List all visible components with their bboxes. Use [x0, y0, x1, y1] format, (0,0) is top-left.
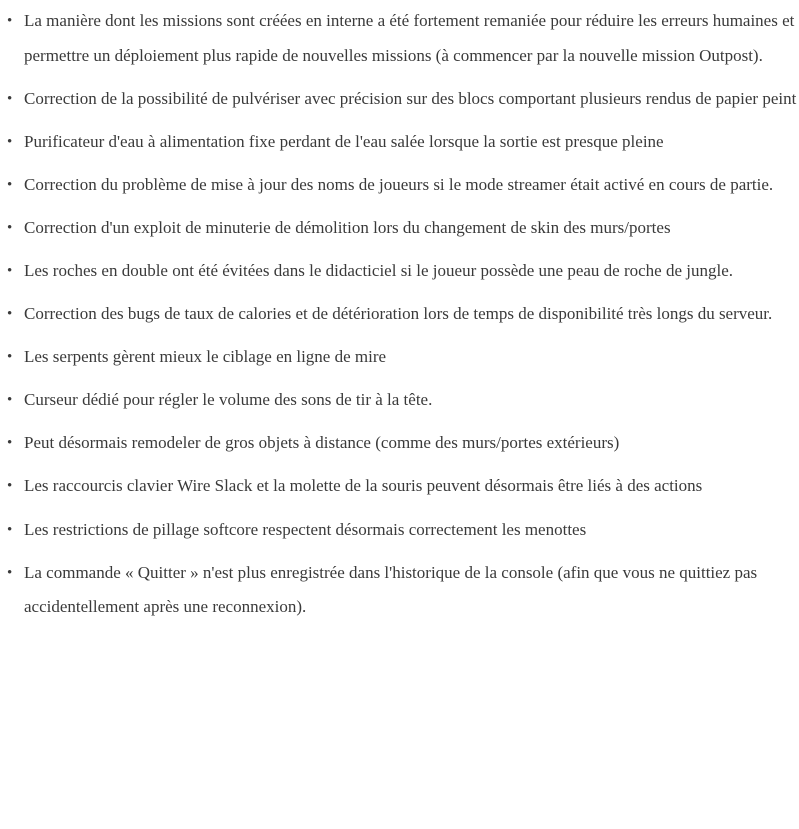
list-item-text: Correction du problème de mise à jour des noms de joueurs si le mode streamer était activé en cours de partie.: [24, 174, 774, 194]
bullet-icon: •: [7, 392, 13, 409]
list-item-text: Les serpents gèrent mieux le ciblage en ligne de mire: [24, 347, 387, 367]
list-item: [0, 513, 799, 548]
list-item: [0, 82, 799, 117]
list-item-text: Peut désormais remodeler de gros objets à distance (comme des murs/portes extérieurs): [24, 433, 620, 453]
list-item-text: La manière dont les missions sont créées en interne a été fortement remaniée pour réduire les erreurs humaines et permettre un déploiement plus rapide de nouvelles missions (à commencer par la nouvelle mission Outpost).: [24, 11, 795, 65]
list-item-text: Correction des bugs de taux de calories et de détérioration lors de temps de disponibilité très longs du serveur.: [24, 304, 773, 324]
list-item: [0, 556, 799, 625]
bullet-icon: •: [7, 349, 13, 366]
list-item-text: Les raccourcis clavier Wire Slack et la molette de la souris peuvent désormais être liés à des actions: [24, 476, 703, 496]
bullet-icon: •: [7, 435, 13, 452]
list-item-text: La commande « Quitter » n'est plus enregistrée dans l'historique de la console (afin que vous ne quittiez pas accidentellement après une reconnexion).: [24, 562, 758, 617]
list-item: [0, 211, 799, 246]
list-item: [0, 297, 799, 332]
list-item: [0, 254, 799, 289]
bullet-icon: •: [7, 262, 13, 279]
list-item-text: Les restrictions de pillage softcore respectent désormais correctement les menottes: [24, 519, 587, 539]
list-item: [0, 168, 799, 203]
list-item: [0, 469, 799, 504]
list-item: [0, 125, 799, 160]
bullet-icon: •: [7, 478, 13, 495]
list-item: [0, 426, 799, 461]
list-item-text: Correction de la possibilité de pulvériser avec précision sur des blocs comportant plusieurs rendus de papier peint: [24, 88, 797, 108]
changelog-list: [0, 4, 799, 625]
bullet-icon: •: [7, 219, 13, 236]
list-item: [0, 383, 799, 418]
list-item: [0, 4, 799, 73]
list-item: [0, 340, 799, 375]
bullet-icon: •: [7, 521, 13, 538]
list-item-text: Correction d'un exploit de minuterie de démolition lors du changement de skin des murs/portes: [24, 217, 671, 237]
bullet-icon: •: [7, 90, 13, 107]
bullet-icon: •: [7, 13, 13, 29]
list-item-text: Curseur dédié pour régler le volume des sons de tir à la tête.: [24, 390, 433, 410]
bullet-icon: •: [7, 564, 13, 581]
list-item-text: Les roches en double ont été évitées dans le didacticiel si le joueur possède une peau de roche de jungle.: [24, 260, 734, 280]
bullet-icon: •: [7, 176, 13, 193]
bullet-icon: •: [7, 133, 13, 150]
bullet-icon: •: [7, 306, 13, 323]
list-item-text: Purificateur d'eau à alimentation fixe perdant de l'eau salée lorsque la sortie est presque pleine: [24, 131, 664, 151]
